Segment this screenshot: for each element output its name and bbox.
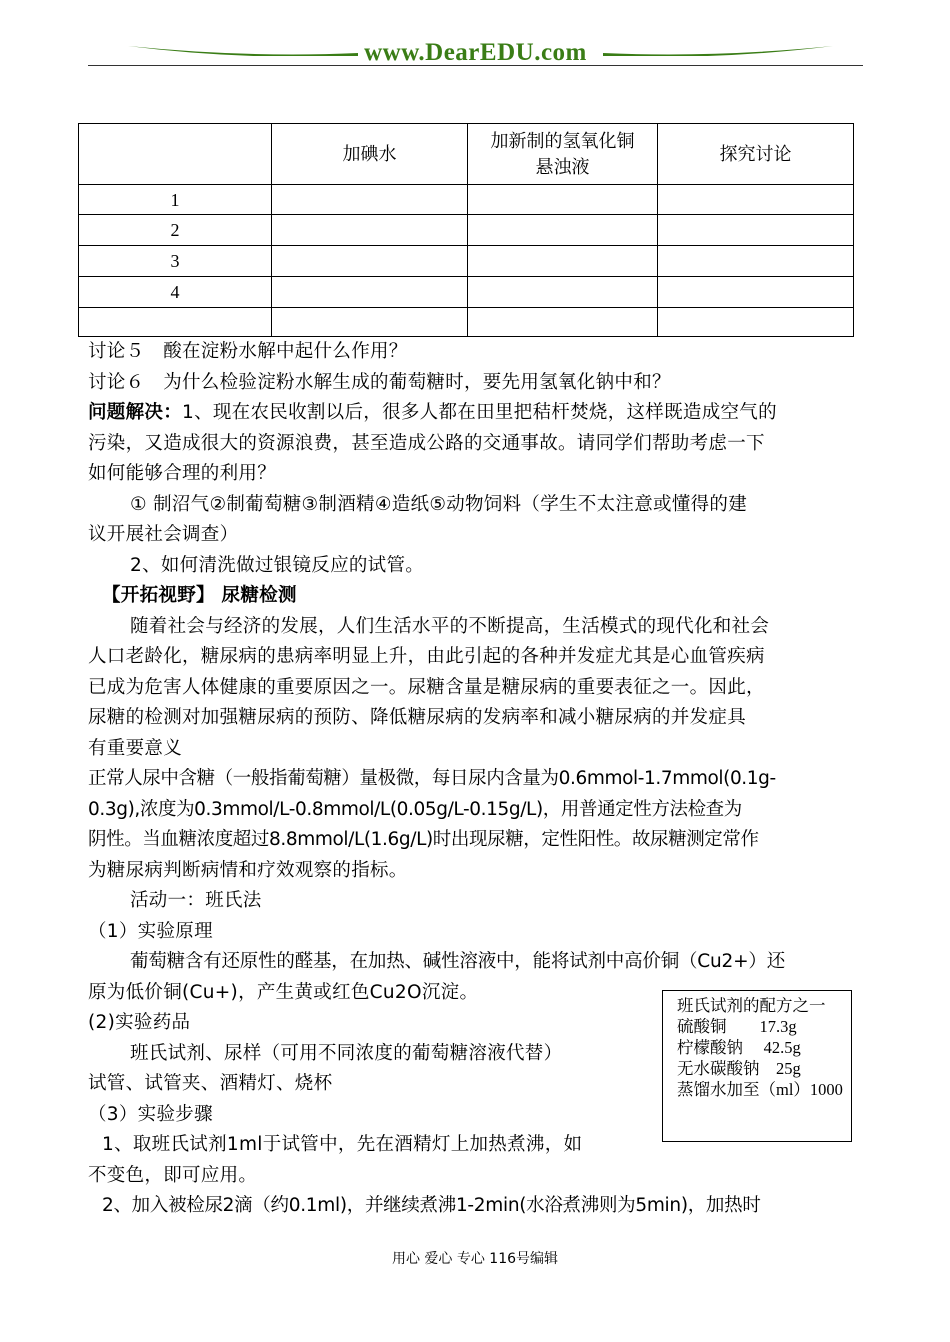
text-line: 随着社会与经济的发展，人们生活水平的不断提高，生活模式的现代化和社会 bbox=[130, 615, 770, 637]
table-row bbox=[79, 277, 854, 308]
section-heading: 【开拓视野】 尿糖检测 bbox=[102, 585, 297, 606]
row-number bbox=[79, 308, 272, 337]
text-line: 已成为危害人体健康的重要原因之一。尿糖含量是糖尿病的重要表征之一。因此， bbox=[88, 676, 765, 698]
text-line: 有重要意义 bbox=[88, 737, 183, 759]
row-number: 3 bbox=[79, 246, 272, 277]
table-cell bbox=[658, 215, 854, 246]
text-line: 原为低价铜(Cu+)，产生黄或红色Cu2O沉淀。 bbox=[88, 981, 479, 1003]
table-cell bbox=[272, 308, 468, 337]
problem-solving-line bbox=[88, 398, 863, 429]
table-cell bbox=[468, 215, 658, 246]
site-logo: www.DearEDU.com bbox=[364, 39, 587, 66]
table-cell bbox=[272, 246, 468, 277]
text-line: 班氏试剂、尿样（可用不同浓度的葡萄糖溶液代替） bbox=[130, 1042, 563, 1064]
table-cell bbox=[468, 308, 658, 337]
table-cell bbox=[468, 185, 658, 215]
text-line: 0.3g),浓度为0.3mmol/L-0.8mmol/L(0.05g/L-0.15g/L)，用普通定性方法检查为 bbox=[88, 798, 742, 820]
table-row bbox=[79, 308, 854, 337]
row-number: 1 bbox=[79, 185, 272, 215]
subheading-reagents: (2)实验药品 bbox=[88, 1012, 191, 1033]
table-cell bbox=[272, 185, 468, 215]
header-cell-discussion: 探究讨论 bbox=[658, 124, 854, 185]
text-line: 2、如何清洗做过银镜反应的试管。 bbox=[130, 554, 425, 576]
table-cell bbox=[658, 246, 854, 277]
text-line: 正常人尿中含糖（一般指葡萄糖）量极微，每日尿内含量为0.6mmol-1.7mmol(0.1g- bbox=[88, 768, 776, 789]
activity-title: 活动一：班氏法 bbox=[130, 890, 262, 911]
recipe-box bbox=[662, 990, 852, 1142]
recipe-item: 硫酸铜 17.3g bbox=[677, 1017, 797, 1036]
text-line: 试管、试管夹、酒精灯、烧杯 bbox=[88, 1073, 333, 1094]
recipe-item: 柠檬酸钠 42.5g bbox=[677, 1038, 801, 1057]
text-line: 议开展社会调查） bbox=[88, 524, 239, 545]
table-cell bbox=[468, 246, 658, 277]
table-cell bbox=[658, 308, 854, 337]
header-cell-copper-hydroxide: 加新制的氢氧化铜悬浊液 bbox=[468, 124, 658, 185]
header-cell-iodine: 加碘水 bbox=[272, 124, 468, 185]
recipe-item: 无水碳酸钠 25g bbox=[677, 1059, 801, 1078]
header-rule bbox=[88, 65, 863, 66]
text-line: 人口老龄化，糖尿病的患病率明显上升，由此引起的各种并发症尤其是心血管疾病 bbox=[88, 646, 765, 667]
text-line: 污染，又造成很大的资源浪费，甚至造成公路的交通事故。请同学们帮助考虑一下 bbox=[88, 432, 765, 454]
text-line: 尿糖的检测对加强糖尿病的预防、降低糖尿病的发病率和减小糖尿病的并发症具 bbox=[88, 707, 747, 728]
recipe-item: 蒸馏水加至（ml）1000 bbox=[677, 1080, 843, 1099]
step-1: 1、取班氏试剂1ml于试管中，先在酒精灯上加热煮沸，如 bbox=[102, 1134, 583, 1155]
problem-solving-label: 问题解决： bbox=[88, 402, 183, 423]
header-cell bbox=[79, 124, 272, 185]
step-2: 2、加入被检尿2滴（约0.1ml)，并继续煮沸1-2min(水浴煮沸则为5min)，加热时 bbox=[102, 1195, 761, 1216]
table-cell bbox=[272, 215, 468, 246]
text-line: 不变色，即可应用。 bbox=[88, 1164, 258, 1186]
problem-solving-text: 1、现在农民收割以后，很多人都在田里把秸杆焚烧，这样既造成空气的 bbox=[182, 402, 777, 423]
page-footer: 用心 爱心 专心 116号编辑 bbox=[391, 1251, 559, 1267]
text-line: 葡萄糖含有还原性的醛基，在加热、碱性溶液中，能将试剂中高价铜（Cu2+）还 bbox=[130, 951, 786, 972]
table-header-row bbox=[79, 124, 854, 185]
row-number: 4 bbox=[79, 277, 272, 308]
experiment-table bbox=[78, 123, 854, 337]
table-row bbox=[79, 215, 854, 246]
right-leaf-ornament bbox=[603, 44, 833, 56]
text-line: 阴性。当血糖浓度超过8.8mmol/L(1.6g/L)时出现尿糖，定性阳性。故尿糖测定常作 bbox=[88, 829, 759, 850]
text-line: ① 制沼气②制葡萄糖③制酒精④造纸⑤动物饲料（学生不太注意或懂得的建 bbox=[130, 493, 748, 515]
subheading-principle: （1）实验原理 bbox=[88, 920, 213, 942]
text-line: 如何能够合理的利用？ bbox=[88, 463, 277, 484]
table-cell bbox=[658, 277, 854, 308]
table-row bbox=[79, 246, 854, 277]
table-cell bbox=[658, 185, 854, 215]
recipe-title: 班氏试剂的配方之一 bbox=[677, 996, 826, 1015]
discussion-6: 讨论６ 为什么检验淀粉水解生成的葡萄糖时，要先用氢氧化钠中和？ bbox=[88, 371, 671, 393]
page-header bbox=[88, 30, 863, 70]
table-row bbox=[79, 185, 854, 215]
table-cell bbox=[272, 277, 468, 308]
row-number: 2 bbox=[79, 215, 272, 246]
table-cell bbox=[468, 277, 658, 308]
discussion-5: 讨论５ 酸在淀粉水解中起什么作用？ bbox=[88, 341, 408, 362]
subheading-steps: （3）实验步骤 bbox=[88, 1103, 213, 1125]
text-line: 为糖尿病判断病情和疗效观察的指标。 bbox=[88, 859, 408, 881]
